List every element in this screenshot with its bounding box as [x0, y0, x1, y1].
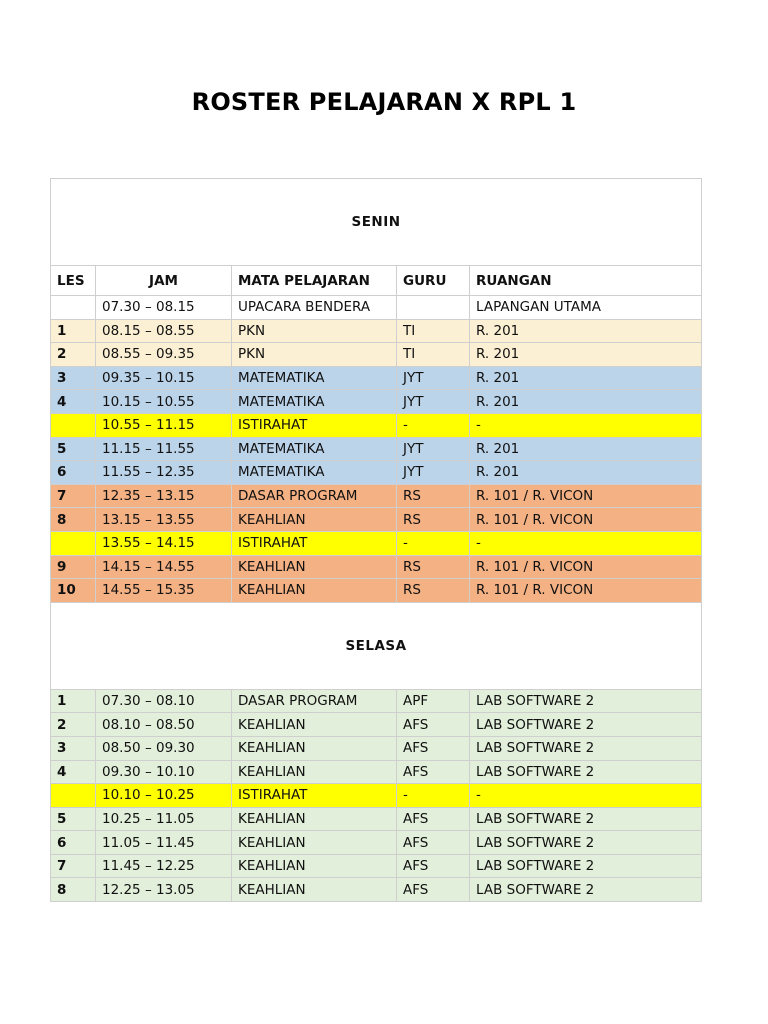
cell-jam: 10.15 – 10.55 [96, 390, 232, 414]
cell-mapel: DASAR PROGRAM [232, 689, 397, 713]
schedule-row [51, 736, 702, 760]
cell-ruangan: R. 201 [470, 461, 702, 485]
schedule-row [51, 713, 702, 737]
schedule-row [51, 854, 702, 878]
cell-mapel: KEAHLIAN [232, 854, 397, 878]
cell-jam: 07.30 – 08.15 [96, 296, 232, 320]
cell-jam: 14.55 – 15.35 [96, 579, 232, 603]
cell-les: 4 [51, 760, 96, 784]
cell-jam: 12.35 – 13.15 [96, 484, 232, 508]
cell-les: 9 [51, 555, 96, 579]
cell-guru: RS [397, 484, 470, 508]
cell-ruangan: R. 101 / R. VICON [470, 484, 702, 508]
day-heading-row-senin [51, 179, 702, 266]
schedule-row [51, 555, 702, 579]
column-header-mapel: MATA PELAJARAN [232, 266, 397, 296]
cell-guru: RS [397, 508, 470, 532]
cell-les: 8 [51, 508, 96, 532]
page-title: ROSTER PELAJARAN X RPL 1 [191, 88, 577, 116]
column-header-ruangan: RUANGAN [470, 266, 702, 296]
cell-les: 7 [51, 854, 96, 878]
cell-les: 3 [51, 736, 96, 760]
cell-mapel: PKN [232, 319, 397, 343]
cell-mapel: KEAHLIAN [232, 878, 397, 902]
cell-jam: 08.10 – 08.50 [96, 713, 232, 737]
column-header-jam: JAM [96, 266, 232, 296]
cell-guru: AFS [397, 760, 470, 784]
cell-les: 7 [51, 484, 96, 508]
cell-guru: RS [397, 555, 470, 579]
cell-ruangan: LAB SOFTWARE 2 [470, 736, 702, 760]
cell-les: 2 [51, 343, 96, 367]
cell-jam: 09.35 – 10.15 [96, 366, 232, 390]
cell-les: 8 [51, 878, 96, 902]
cell-ruangan: LAB SOFTWARE 2 [470, 807, 702, 831]
cell-les [51, 413, 96, 437]
cell-les [51, 296, 96, 320]
cell-ruangan: LAB SOFTWARE 2 [470, 713, 702, 737]
schedule-row [51, 760, 702, 784]
cell-guru: JYT [397, 437, 470, 461]
column-header-row [51, 266, 702, 296]
cell-ruangan: - [470, 784, 702, 808]
cell-ruangan: LAB SOFTWARE 2 [470, 854, 702, 878]
day-heading: SENIN [51, 179, 702, 266]
cell-ruangan: R. 101 / R. VICON [470, 579, 702, 603]
cell-jam: 09.30 – 10.10 [96, 760, 232, 784]
cell-guru: TI [397, 343, 470, 367]
schedule-row [51, 831, 702, 855]
cell-mapel: KEAHLIAN [232, 831, 397, 855]
cell-mapel: UPACARA BENDERA [232, 296, 397, 320]
cell-jam: 11.15 – 11.55 [96, 437, 232, 461]
cell-ruangan: R. 101 / R. VICON [470, 555, 702, 579]
cell-mapel: KEAHLIAN [232, 807, 397, 831]
cell-guru: APF [397, 689, 470, 713]
cell-jam: 11.55 – 12.35 [96, 461, 232, 485]
cell-mapel: KEAHLIAN [232, 736, 397, 760]
column-header-guru: GURU [397, 266, 470, 296]
cell-ruangan: R. 201 [470, 390, 702, 414]
cell-guru: AFS [397, 878, 470, 902]
cell-ruangan: R. 101 / R. VICON [470, 508, 702, 532]
cell-mapel: KEAHLIAN [232, 508, 397, 532]
cell-guru: AFS [397, 713, 470, 737]
schedule-row [51, 296, 702, 320]
cell-guru: JYT [397, 366, 470, 390]
cell-guru: TI [397, 319, 470, 343]
column-header-les: LES [51, 266, 96, 296]
cell-jam: 10.55 – 11.15 [96, 413, 232, 437]
cell-guru: RS [397, 579, 470, 603]
cell-ruangan: LAB SOFTWARE 2 [470, 878, 702, 902]
cell-jam: 08.55 – 09.35 [96, 343, 232, 367]
cell-les: 4 [51, 390, 96, 414]
cell-jam: 11.05 – 11.45 [96, 831, 232, 855]
cell-mapel: KEAHLIAN [232, 760, 397, 784]
cell-mapel: ISTIRAHAT [232, 531, 397, 555]
schedule-row [51, 319, 702, 343]
cell-guru [397, 296, 470, 320]
schedule-row [51, 579, 702, 603]
cell-jam: 13.15 – 13.55 [96, 508, 232, 532]
cell-les: 2 [51, 713, 96, 737]
cell-guru: AFS [397, 807, 470, 831]
cell-mapel: MATEMATIKA [232, 437, 397, 461]
cell-mapel: KEAHLIAN [232, 713, 397, 737]
cell-les: 1 [51, 689, 96, 713]
schedule-row [51, 437, 702, 461]
cell-jam: 11.45 – 12.25 [96, 854, 232, 878]
cell-les: 6 [51, 831, 96, 855]
cell-jam: 08.15 – 08.55 [96, 319, 232, 343]
cell-les [51, 531, 96, 555]
cell-guru: - [397, 784, 470, 808]
cell-les: 5 [51, 437, 96, 461]
schedule-row [51, 784, 702, 808]
schedule-row [51, 390, 702, 414]
cell-mapel: DASAR PROGRAM [232, 484, 397, 508]
cell-ruangan: - [470, 413, 702, 437]
cell-ruangan: LAPANGAN UTAMA [470, 296, 702, 320]
cell-les: 10 [51, 579, 96, 603]
cell-jam: 07.30 – 08.10 [96, 689, 232, 713]
cell-jam: 12.25 – 13.05 [96, 878, 232, 902]
cell-mapel: KEAHLIAN [232, 555, 397, 579]
schedule-row [51, 878, 702, 902]
day-heading-row-selasa [51, 602, 702, 689]
schedule-row [51, 343, 702, 367]
cell-ruangan: R. 201 [470, 437, 702, 461]
cell-mapel: ISTIRAHAT [232, 784, 397, 808]
schedule-row [51, 413, 702, 437]
cell-ruangan: R. 201 [470, 366, 702, 390]
cell-les: 3 [51, 366, 96, 390]
cell-mapel: MATEMATIKA [232, 366, 397, 390]
cell-mapel: MATEMATIKA [232, 461, 397, 485]
cell-ruangan: LAB SOFTWARE 2 [470, 760, 702, 784]
cell-ruangan: LAB SOFTWARE 2 [470, 689, 702, 713]
cell-guru: AFS [397, 736, 470, 760]
roster-table [50, 178, 702, 902]
cell-les [51, 784, 96, 808]
schedule-row [51, 531, 702, 555]
cell-guru: AFS [397, 854, 470, 878]
schedule-row [51, 484, 702, 508]
schedule-row [51, 508, 702, 532]
cell-mapel: PKN [232, 343, 397, 367]
cell-jam: 10.10 – 10.25 [96, 784, 232, 808]
cell-guru: AFS [397, 831, 470, 855]
cell-les: 5 [51, 807, 96, 831]
cell-jam: 13.55 – 14.15 [96, 531, 232, 555]
day-heading: SELASA [51, 602, 702, 689]
cell-ruangan: R. 201 [470, 343, 702, 367]
cell-mapel: MATEMATIKA [232, 390, 397, 414]
schedule-row [51, 461, 702, 485]
cell-guru: - [397, 413, 470, 437]
roster-body [51, 179, 702, 902]
schedule-row [51, 366, 702, 390]
cell-les: 1 [51, 319, 96, 343]
schedule-row [51, 807, 702, 831]
cell-les: 6 [51, 461, 96, 485]
cell-guru: - [397, 531, 470, 555]
cell-mapel: ISTIRAHAT [232, 413, 397, 437]
cell-mapel: KEAHLIAN [232, 579, 397, 603]
cell-jam: 08.50 – 09.30 [96, 736, 232, 760]
cell-guru: JYT [397, 461, 470, 485]
cell-guru: JYT [397, 390, 470, 414]
cell-jam: 14.15 – 14.55 [96, 555, 232, 579]
cell-ruangan: LAB SOFTWARE 2 [470, 831, 702, 855]
cell-ruangan: - [470, 531, 702, 555]
cell-jam: 10.25 – 11.05 [96, 807, 232, 831]
schedule-row [51, 689, 702, 713]
cell-ruangan: R. 201 [470, 319, 702, 343]
